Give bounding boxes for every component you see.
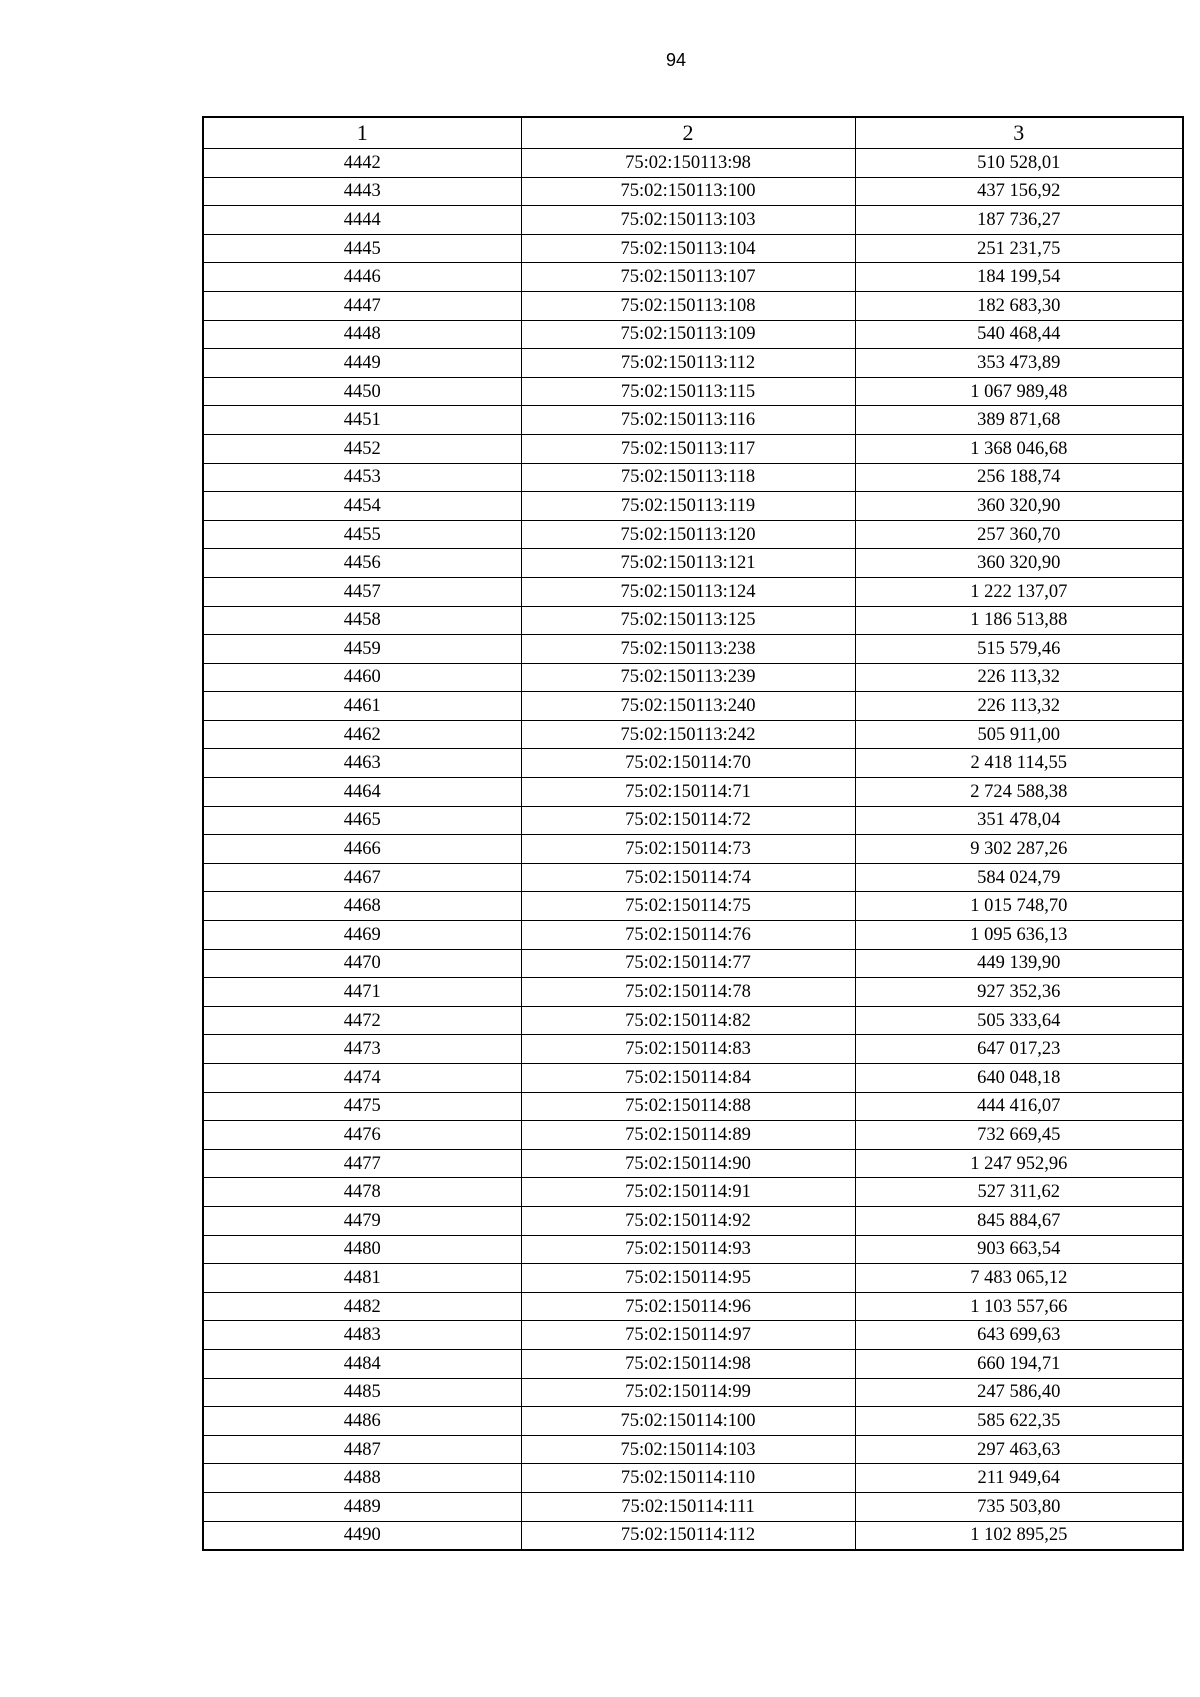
value-cell: 437 156,92 <box>855 177 1183 206</box>
cadastral-number-cell: 75:02:150113:238 <box>521 635 855 664</box>
cadastral-number-cell: 75:02:150113:100 <box>521 177 855 206</box>
cadastral-number-cell: 75:02:150114:89 <box>521 1121 855 1150</box>
cadastral-number-cell: 75:02:150114:91 <box>521 1178 855 1207</box>
cadastral-number-cell: 75:02:150113:125 <box>521 606 855 635</box>
row-number-cell: 4451 <box>203 406 521 435</box>
cadastral-number-cell: 75:02:150113:239 <box>521 663 855 692</box>
table-row <box>203 206 1183 235</box>
row-number-cell: 4462 <box>203 720 521 749</box>
value-cell: 2 418 114,55 <box>855 749 1183 778</box>
table-row <box>203 1521 1183 1550</box>
cadastral-number-cell: 75:02:150114:99 <box>521 1378 855 1407</box>
row-number-cell: 4457 <box>203 577 521 606</box>
row-number-cell: 4442 <box>203 149 521 178</box>
table-header <box>203 117 1183 149</box>
table-row <box>203 720 1183 749</box>
table-row <box>203 149 1183 178</box>
table-row <box>203 1149 1183 1178</box>
table-row <box>203 177 1183 206</box>
cadastral-number-cell: 75:02:150114:97 <box>521 1321 855 1350</box>
table-row <box>203 663 1183 692</box>
table-row <box>203 1492 1183 1521</box>
value-cell: 903 663,54 <box>855 1235 1183 1264</box>
value-cell: 640 048,18 <box>855 1064 1183 1093</box>
value-cell: 1 368 046,68 <box>855 434 1183 463</box>
cadastral-number-cell: 75:02:150113:242 <box>521 720 855 749</box>
cadastral-number-cell: 75:02:150114:74 <box>521 863 855 892</box>
cadastral-number-cell: 75:02:150114:88 <box>521 1092 855 1121</box>
row-number-cell: 4448 <box>203 320 521 349</box>
row-number-cell: 4473 <box>203 1035 521 1064</box>
cadastral-number-cell: 75:02:150114:90 <box>521 1149 855 1178</box>
cadastral-number-cell: 75:02:150114:93 <box>521 1235 855 1264</box>
cadastral-number-cell: 75:02:150114:71 <box>521 778 855 807</box>
table-row <box>203 520 1183 549</box>
row-number-cell: 4456 <box>203 549 521 578</box>
column-header-1: 1 <box>203 117 521 149</box>
row-number-cell: 4478 <box>203 1178 521 1207</box>
table-row <box>203 921 1183 950</box>
value-cell: 1 095 636,13 <box>855 921 1183 950</box>
row-number-cell: 4463 <box>203 749 521 778</box>
row-number-cell: 4476 <box>203 1121 521 1150</box>
row-number-cell: 4470 <box>203 949 521 978</box>
row-number-cell: 4459 <box>203 635 521 664</box>
value-cell: 1 015 748,70 <box>855 892 1183 921</box>
value-cell: 2 724 588,38 <box>855 778 1183 807</box>
value-cell: 353 473,89 <box>855 349 1183 378</box>
table-row <box>203 577 1183 606</box>
cadastral-number-cell: 75:02:150114:82 <box>521 1006 855 1035</box>
table-row <box>203 1292 1183 1321</box>
table-row <box>203 434 1183 463</box>
table-row <box>203 1264 1183 1293</box>
value-cell: 584 024,79 <box>855 863 1183 892</box>
cadastral-number-cell: 75:02:150114:76 <box>521 921 855 950</box>
cadastral-number-cell: 75:02:150114:72 <box>521 806 855 835</box>
table-row <box>203 835 1183 864</box>
value-cell: 251 231,75 <box>855 234 1183 263</box>
cadastral-number-cell: 75:02:150114:111 <box>521 1492 855 1521</box>
cadastral-number-cell: 75:02:150114:98 <box>521 1349 855 1378</box>
row-number-cell: 4447 <box>203 291 521 320</box>
table-row <box>203 1349 1183 1378</box>
value-cell: 845 884,67 <box>855 1206 1183 1235</box>
value-cell: 647 017,23 <box>855 1035 1183 1064</box>
table-row <box>203 606 1183 635</box>
value-cell: 297 463,63 <box>855 1435 1183 1464</box>
table-row <box>203 1178 1183 1207</box>
row-number-cell: 4481 <box>203 1264 521 1293</box>
cadastral-number-cell: 75:02:150113:118 <box>521 463 855 492</box>
row-number-cell: 4479 <box>203 1206 521 1235</box>
cadastral-number-cell: 75:02:150113:108 <box>521 291 855 320</box>
cadastral-number-cell: 75:02:150113:107 <box>521 263 855 292</box>
cadastral-number-cell: 75:02:150114:110 <box>521 1464 855 1493</box>
value-cell: 247 586,40 <box>855 1378 1183 1407</box>
row-number-cell: 4471 <box>203 978 521 1007</box>
cadastral-number-cell: 75:02:150114:73 <box>521 835 855 864</box>
cadastral-number-cell: 75:02:150113:119 <box>521 492 855 521</box>
row-number-cell: 4486 <box>203 1407 521 1436</box>
value-cell: 257 360,70 <box>855 520 1183 549</box>
cadastral-number-cell: 75:02:150114:83 <box>521 1035 855 1064</box>
table-row <box>203 863 1183 892</box>
row-number-cell: 4467 <box>203 863 521 892</box>
value-cell: 510 528,01 <box>855 149 1183 178</box>
value-cell: 643 699,63 <box>855 1321 1183 1350</box>
header-row <box>203 117 1183 149</box>
table-row <box>203 1064 1183 1093</box>
value-cell: 1 102 895,25 <box>855 1521 1183 1550</box>
cadastral-number-cell: 75:02:150113:117 <box>521 434 855 463</box>
cadastral-number-cell: 75:02:150114:77 <box>521 949 855 978</box>
row-number-cell: 4445 <box>203 234 521 263</box>
value-cell: 389 871,68 <box>855 406 1183 435</box>
page-number: 94 <box>665 50 687 70</box>
cadastral-number-cell: 75:02:150113:104 <box>521 234 855 263</box>
cadastral-number-cell: 75:02:150113:116 <box>521 406 855 435</box>
value-cell: 540 468,44 <box>855 320 1183 349</box>
value-cell: 927 352,36 <box>855 978 1183 1007</box>
table-row <box>203 949 1183 978</box>
row-number-cell: 4454 <box>203 492 521 521</box>
value-cell: 527 311,62 <box>855 1178 1183 1207</box>
table-row <box>203 1378 1183 1407</box>
column-header-3: 3 <box>855 117 1183 149</box>
cadastral-number-cell: 75:02:150113:109 <box>521 320 855 349</box>
row-number-cell: 4484 <box>203 1349 521 1378</box>
row-number-cell: 4466 <box>203 835 521 864</box>
row-number-cell: 4483 <box>203 1321 521 1350</box>
row-number-cell: 4455 <box>203 520 521 549</box>
row-number-cell: 4450 <box>203 377 521 406</box>
row-number-cell: 4461 <box>203 692 521 721</box>
value-cell: 184 199,54 <box>855 263 1183 292</box>
value-cell: 660 194,71 <box>855 1349 1183 1378</box>
table-row <box>203 978 1183 1007</box>
row-number-cell: 4446 <box>203 263 521 292</box>
cadastral-number-cell: 75:02:150113:124 <box>521 577 855 606</box>
table-row <box>203 349 1183 378</box>
table-row <box>203 377 1183 406</box>
column-header-2: 2 <box>521 117 855 149</box>
value-cell: 360 320,90 <box>855 492 1183 521</box>
cadastral-number-cell: 75:02:150114:78 <box>521 978 855 1007</box>
cadastral-number-cell: 75:02:150114:84 <box>521 1064 855 1093</box>
row-number-cell: 4485 <box>203 1378 521 1407</box>
row-number-cell: 4444 <box>203 206 521 235</box>
table-row <box>203 291 1183 320</box>
table-row <box>203 892 1183 921</box>
row-number-cell: 4453 <box>203 463 521 492</box>
table-row <box>203 1464 1183 1493</box>
row-number-cell: 4490 <box>203 1521 521 1550</box>
table-row <box>203 1006 1183 1035</box>
value-cell: 1 186 513,88 <box>855 606 1183 635</box>
table-body <box>203 149 1183 1551</box>
cadastral-number-cell: 75:02:150113:115 <box>521 377 855 406</box>
cadastral-number-cell: 75:02:150114:100 <box>521 1407 855 1436</box>
row-number-cell: 4475 <box>203 1092 521 1121</box>
value-cell: 182 683,30 <box>855 291 1183 320</box>
table-row <box>203 1092 1183 1121</box>
value-cell: 9 302 287,26 <box>855 835 1183 864</box>
value-cell: 449 139,90 <box>855 949 1183 978</box>
table-row <box>203 1321 1183 1350</box>
data-table <box>202 116 1184 1551</box>
cadastral-number-cell: 75:02:150114:96 <box>521 1292 855 1321</box>
cadastral-number-cell: 75:02:150114:75 <box>521 892 855 921</box>
row-number-cell: 4449 <box>203 349 521 378</box>
row-number-cell: 4458 <box>203 606 521 635</box>
cadastral-number-cell: 75:02:150113:98 <box>521 149 855 178</box>
page-number-container <box>0 50 1200 74</box>
table-row <box>203 749 1183 778</box>
value-cell: 7 483 065,12 <box>855 1264 1183 1293</box>
value-cell: 444 416,07 <box>855 1092 1183 1121</box>
table-row <box>203 635 1183 664</box>
cadastral-number-cell: 75:02:150113:240 <box>521 692 855 721</box>
table-row <box>203 406 1183 435</box>
value-cell: 1 222 137,07 <box>855 577 1183 606</box>
cadastral-number-cell: 75:02:150113:103 <box>521 206 855 235</box>
row-number-cell: 4452 <box>203 434 521 463</box>
cadastral-number-cell: 75:02:150113:120 <box>521 520 855 549</box>
table-row <box>203 492 1183 521</box>
value-cell: 360 320,90 <box>855 549 1183 578</box>
value-cell: 505 911,00 <box>855 720 1183 749</box>
table-row <box>203 1206 1183 1235</box>
value-cell: 1 067 989,48 <box>855 377 1183 406</box>
value-cell: 226 113,32 <box>855 663 1183 692</box>
value-cell: 515 579,46 <box>855 635 1183 664</box>
row-number-cell: 4465 <box>203 806 521 835</box>
row-number-cell: 4468 <box>203 892 521 921</box>
row-number-cell: 4472 <box>203 1006 521 1035</box>
row-number-cell: 4482 <box>203 1292 521 1321</box>
table-row <box>203 1035 1183 1064</box>
value-cell: 351 478,04 <box>855 806 1183 835</box>
value-cell: 211 949,64 <box>855 1464 1183 1493</box>
value-cell: 505 333,64 <box>855 1006 1183 1035</box>
value-cell: 585 622,35 <box>855 1407 1183 1436</box>
row-number-cell: 4487 <box>203 1435 521 1464</box>
row-number-cell: 4474 <box>203 1064 521 1093</box>
table-row <box>203 1435 1183 1464</box>
cadastral-number-cell: 75:02:150113:121 <box>521 549 855 578</box>
table-row <box>203 549 1183 578</box>
value-cell: 732 669,45 <box>855 1121 1183 1150</box>
table-row <box>203 778 1183 807</box>
table-row <box>203 1235 1183 1264</box>
cadastral-number-cell: 75:02:150114:95 <box>521 1264 855 1293</box>
value-cell: 226 113,32 <box>855 692 1183 721</box>
row-number-cell: 4480 <box>203 1235 521 1264</box>
table-row <box>203 263 1183 292</box>
cadastral-number-cell: 75:02:150113:112 <box>521 349 855 378</box>
row-number-cell: 4464 <box>203 778 521 807</box>
table-row <box>203 320 1183 349</box>
row-number-cell: 4489 <box>203 1492 521 1521</box>
cadastral-number-cell: 75:02:150114:103 <box>521 1435 855 1464</box>
value-cell: 256 188,74 <box>855 463 1183 492</box>
row-number-cell: 4488 <box>203 1464 521 1493</box>
row-number-cell: 4443 <box>203 177 521 206</box>
cadastral-number-cell: 75:02:150114:112 <box>521 1521 855 1550</box>
row-number-cell: 4477 <box>203 1149 521 1178</box>
row-number-cell: 4460 <box>203 663 521 692</box>
value-cell: 187 736,27 <box>855 206 1183 235</box>
table-row <box>203 234 1183 263</box>
cadastral-number-cell: 75:02:150114:70 <box>521 749 855 778</box>
table-row <box>203 463 1183 492</box>
value-cell: 1 103 557,66 <box>855 1292 1183 1321</box>
table-row <box>203 692 1183 721</box>
value-cell: 1 247 952,96 <box>855 1149 1183 1178</box>
table-row <box>203 1121 1183 1150</box>
value-cell: 735 503,80 <box>855 1492 1183 1521</box>
cadastral-number-cell: 75:02:150114:92 <box>521 1206 855 1235</box>
row-number-cell: 4469 <box>203 921 521 950</box>
table-row <box>203 806 1183 835</box>
table-row <box>203 1407 1183 1436</box>
